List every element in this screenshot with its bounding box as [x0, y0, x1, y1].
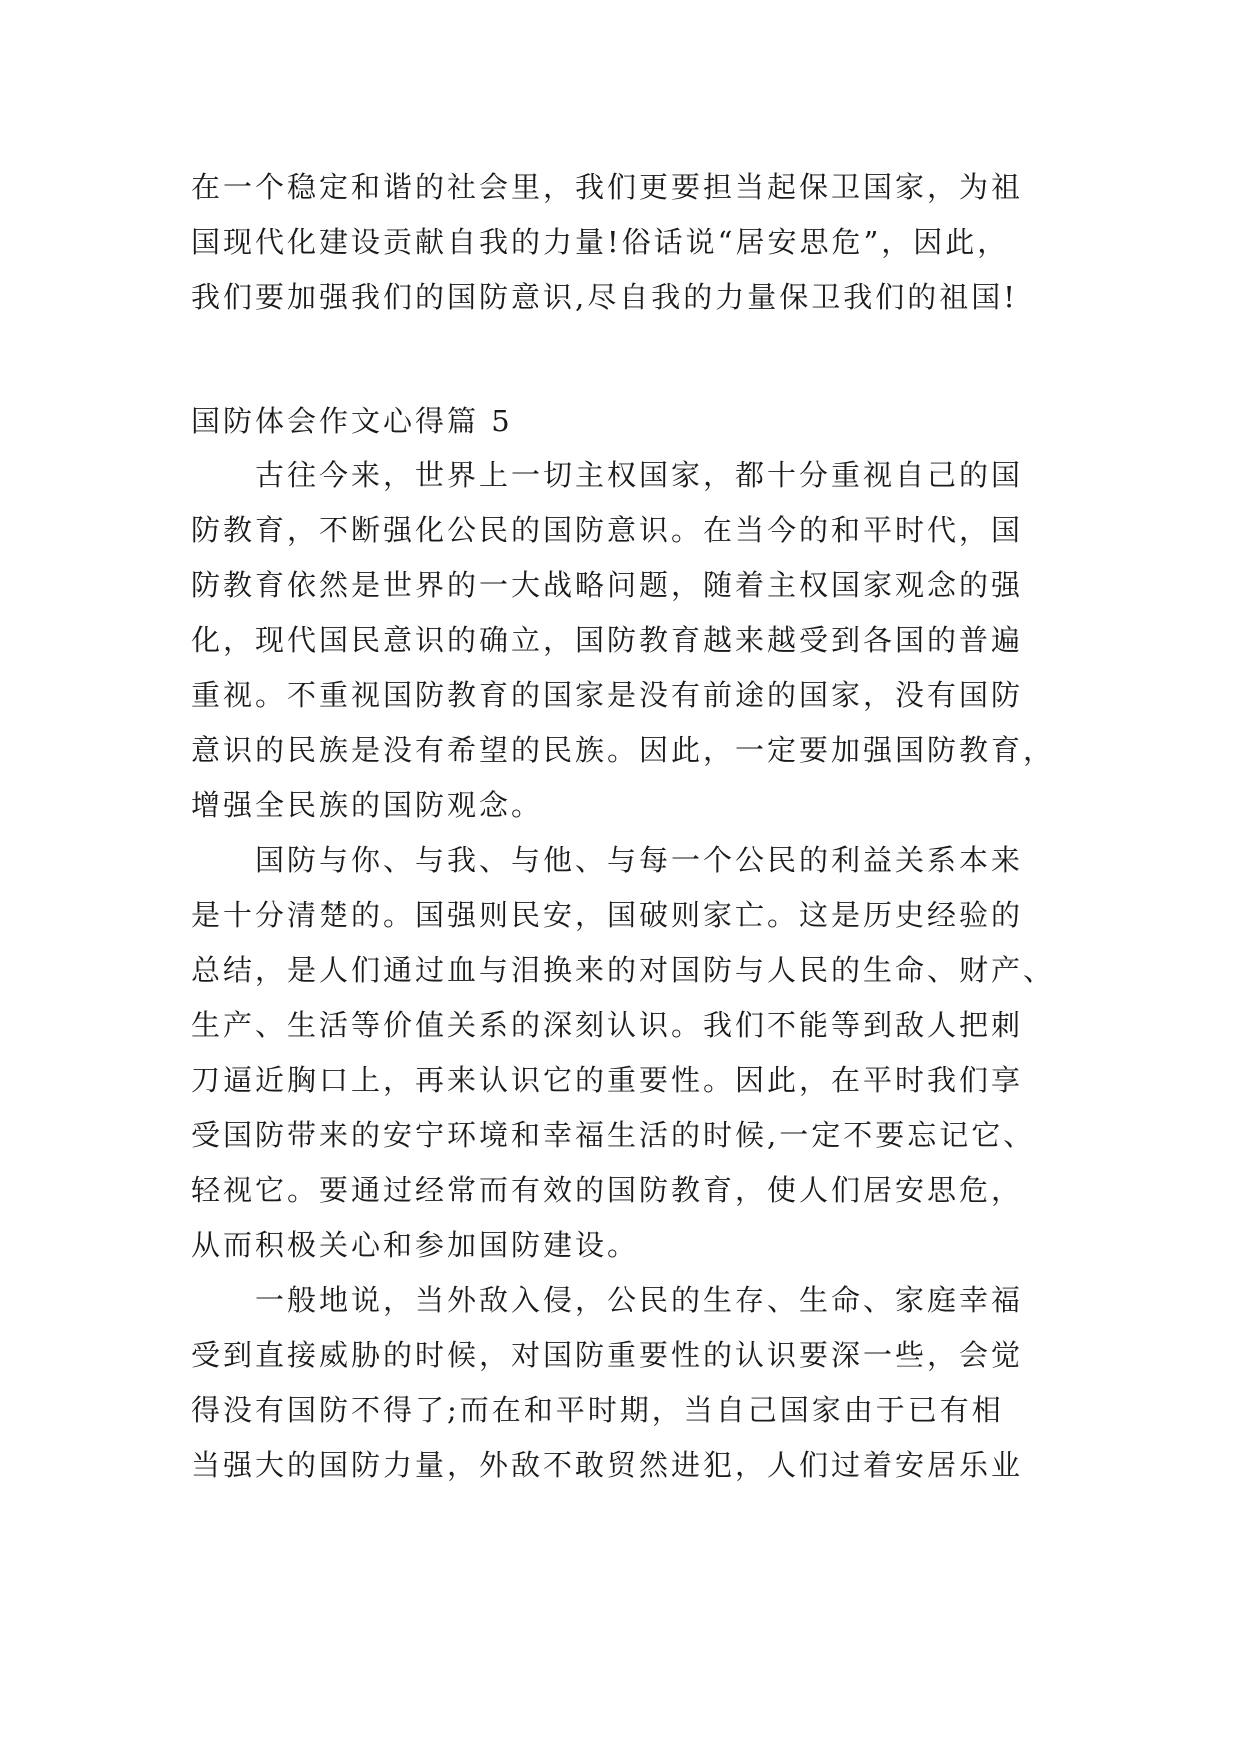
- text-line: 轻视它。要通过经常而有效的国防教育，使人们居安思危，: [191, 1173, 1024, 1207]
- section-heading: 国防体会作文心得篇 5: [191, 404, 513, 438]
- text-line: 当强大的国防力量，外敌不敢贸然进犯，人们过着安居乐业: [191, 1448, 1024, 1482]
- text-line: 得没有国防不得了;而在和平时期，当自己国家由于已有相: [191, 1393, 1004, 1427]
- text-line: 化，现代国民意识的确立，国防教育越来越受到各国的普遍: [191, 623, 1024, 657]
- paragraph-3: [191, 1273, 1061, 1493]
- body-text: [191, 448, 1061, 1493]
- text-line: 重视。不重视国防教育的国家是没有前途的国家，没有国防: [191, 678, 1024, 712]
- paragraph-2: [191, 833, 1061, 1273]
- text-line: 增强全民族的国防观念。: [191, 788, 544, 822]
- text-line: 防教育，不断强化公民的国防意识。在当今的和平时代，国: [191, 513, 1024, 547]
- text-line: 国现代化建设贡献自我的力量!俗话说“居安思危”，因此，: [191, 225, 1010, 259]
- text-line: 在一个稳定和谐的社会里，我们更要担当起保卫国家，为祖: [191, 170, 1024, 204]
- text-line: 从而积极关心和参加国防建设。: [191, 1228, 640, 1262]
- text-line: 国防与你、与我、与他、与每一个公民的利益关系本来: [191, 843, 1024, 877]
- text-line: 受国防带来的安宁环境和幸福生活的时候,一定不要忘记它、: [191, 1118, 1036, 1152]
- text-line: 受到直接威胁的时候，对国防重要性的认识要深一些，会觉: [191, 1338, 1024, 1372]
- text-line: 古往今来，世界上一切主权国家，都十分重视自己的国: [191, 458, 1024, 492]
- text-line: 意识的民族是没有希望的民族。因此，一定要加强国防教育，: [191, 733, 1056, 767]
- text-line: 防教育依然是世界的一大战略问题，随着主权国家观念的强: [191, 568, 1024, 602]
- paragraph-1: [191, 448, 1061, 833]
- text-line: 是十分清楚的。国强则民安，国破则家亡。这是历史经验的: [191, 898, 1024, 932]
- text-line: 生产、生活等价值关系的深刻认识。我们不能等到敌人把刺: [191, 1008, 1024, 1042]
- text-line: 一般地说，当外敌入侵，公民的生存、生命、家庭幸福: [191, 1283, 1024, 1317]
- text-line: 刀逼近胸口上，再来认识它的重要性。因此，在平时我们享: [191, 1063, 1024, 1097]
- top-paragraph: [191, 160, 1061, 325]
- text-line: 总结，是人们通过血与泪换来的对国防与人民的生命、财产、: [191, 953, 1056, 987]
- text-line: 我们要加强我们的国防意识,尽自我的力量保卫我们的祖国!: [191, 280, 1018, 314]
